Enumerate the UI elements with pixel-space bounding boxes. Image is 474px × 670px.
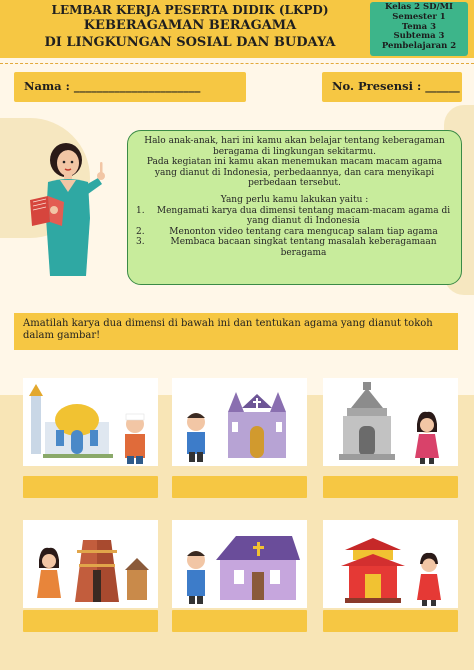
subtema-label: Subtema 3 (393, 31, 445, 42)
task-list (136, 206, 453, 259)
title-line-2: KEBERAGAMAN BERAGAMA (83, 18, 297, 33)
task-number: 3. (136, 237, 145, 248)
name-field[interactable]: Nama : ______________________ (14, 72, 246, 102)
header-divider (0, 63, 474, 64)
intro-message-box (127, 130, 462, 285)
temple-picture (323, 378, 458, 466)
answer-field-1[interactable] (23, 476, 158, 498)
task-text: Mengamati karya dua dimensi tentang macam-macam agama di yang dianut di Indonesia (156, 205, 451, 227)
semester-label: Semester 1 (392, 11, 446, 22)
answer-field-3[interactable] (323, 476, 458, 498)
title-line-1: LEMBAR KERJA PESERTA DIDIK (LKPD) (51, 3, 329, 17)
teacher-illustration (24, 138, 124, 278)
worksheet-title (10, 3, 370, 51)
klenteng-picture (323, 520, 458, 608)
class-label: Kelas 2 SD/MI (385, 2, 453, 12)
instruction-box: Amatilah karya dua dimensi di bawah ini dan tentukan agama yang dianut tokoh dalam gambar! (14, 313, 458, 350)
title-line-3: DI LINGKUNGAN SOSIAL DAN BUDAYA (44, 35, 336, 50)
task-number: 2. (136, 226, 145, 237)
chapel-picture (172, 520, 307, 608)
answer-field-6[interactable] (323, 610, 458, 632)
answer-field-2[interactable] (172, 476, 307, 498)
pura-picture (23, 520, 158, 608)
mosque-picture (23, 378, 158, 466)
answer-field-4[interactable] (23, 610, 158, 632)
intro-greeting: Halo anak-anak, hari ini kamu akan belajar tentang keberagaman beragama di lingkungan sekitarmu. (144, 136, 445, 157)
task-text: Menonton video tentang cara mengucap salam tiap agama (169, 226, 438, 237)
tasks-heading: Yang perlu kamu lakukan yaitu : (220, 194, 369, 205)
presensi-field[interactable]: No. Presensi : ______ (322, 72, 462, 102)
church-picture (172, 378, 307, 466)
task-item (136, 227, 453, 238)
answer-field-5[interactable] (172, 610, 307, 632)
task-text: Membaca bacaan singkat tentang masalah keberagamaan beragama (170, 237, 437, 258)
pembelajaran-label: Pembelajaran 2 (381, 41, 457, 52)
intro-description: Pada kegiatan ini kamu akan menemukan macam macam agama yang dianut di Indonesia, perbedaannya, dan cara menyikapi perbedaan tersebut. (146, 157, 443, 189)
tema-label: Tema 3 (401, 21, 437, 32)
class-info-box (370, 2, 468, 56)
task-item (136, 237, 453, 258)
task-item (136, 206, 453, 227)
task-number: 1. (136, 205, 145, 216)
